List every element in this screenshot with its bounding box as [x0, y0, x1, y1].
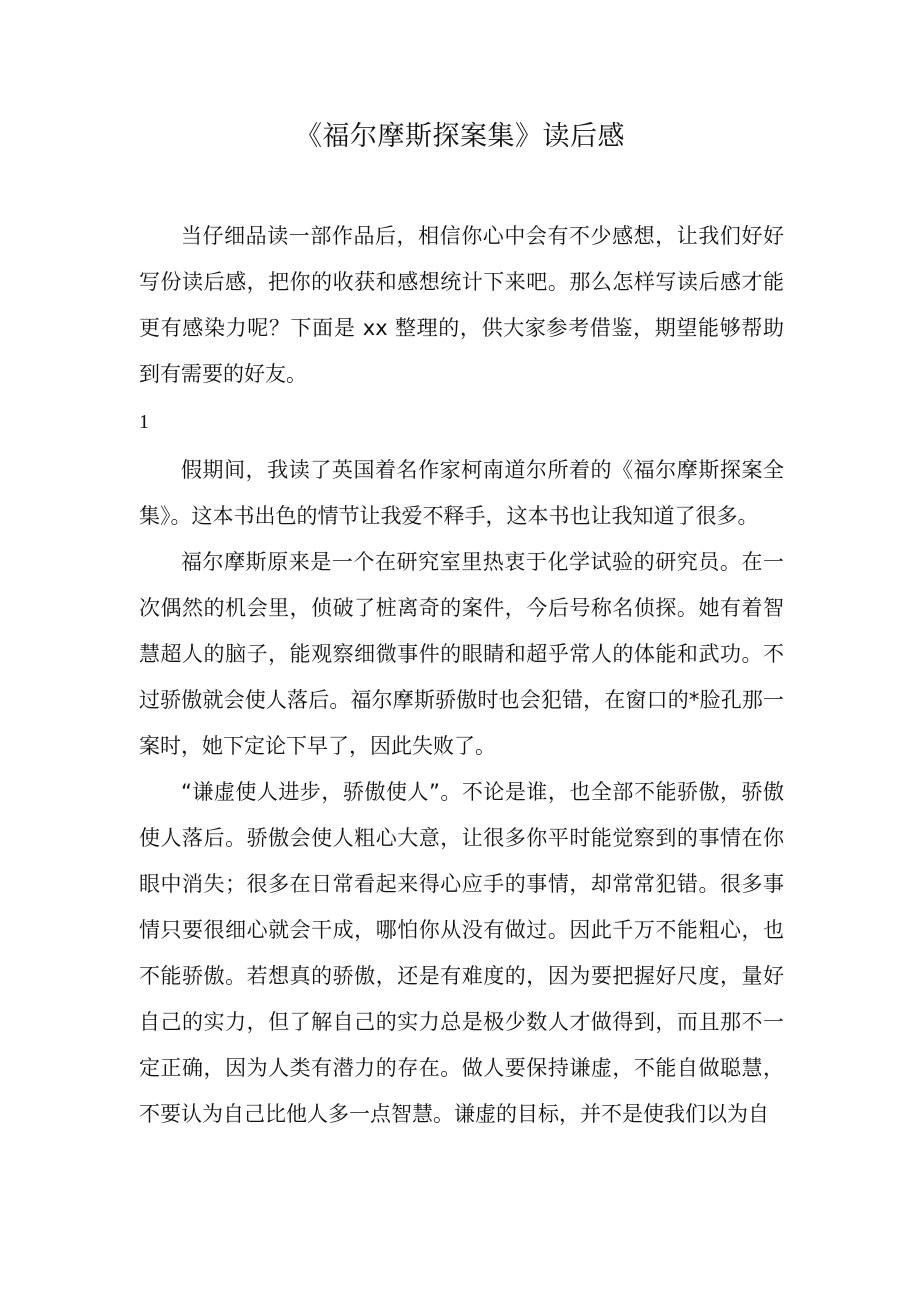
section-number: 1 — [139, 411, 149, 433]
document-body — [139, 213, 784, 1137]
body-paragraph: 假期间，我读了英国着名作家柯南道尔所着的《福尔摩斯探案全集》。这本书出色的情节让我爱不释手，这本书也让我知道了很多。 — [139, 458, 784, 528]
document-title: 《福尔摩斯探案集》读后感 — [295, 121, 625, 152]
body-paragraph: “谦虚使人进步，骄傲使人”。不论是谁，也全部不能骄傲，骄傲使人落后。骄傲会使人粗心大意，让很多你平时能觉察到的事情在你眼中消失；很多在日常看起来得心应手的事情，却常常犯错。很多事情只要很细心就会干成，哪怕你从没有做过。因此千万不能粗心，也不能骄傲。若想真的骄傲，还是有难度的，因为要把握好尺度，量好自己的实力，但了解自己的实力总是极少数人才做得到，而且那不一定正确，因为人类有潜力的存在。做人要保持谦虚，不能自做聪慧，不要认为自己比他人多一点智慧。谦虚的目标，并不是使我们以为自 — [139, 780, 784, 1126]
intro-paragraph: 当仔细品读一部作品后，相信你心中会有不少感想，让我们好好写份读后感，把你的收获和感想统计下来吧。那么怎样写读后感才能更有感染力呢？下面是 xx 整理的，供大家参考借鉴，期望能够帮助到有需要的好友。 — [139, 224, 784, 386]
body-paragraph: 福尔摩斯原来是一个在研究室里热衷于化学试验的研究员。在一次偶然的机会里，侦破了桩离奇的案件，今后号称名侦探。她有着智慧超人的脑子，能观察细微事件的眼睛和超乎常人的体能和武功。不过骄傲就会使人落后。福尔摩斯骄傲时也会犯错，在窗口的*脸孔那一案时，她下定论下早了，因此失败了。 — [139, 550, 784, 758]
